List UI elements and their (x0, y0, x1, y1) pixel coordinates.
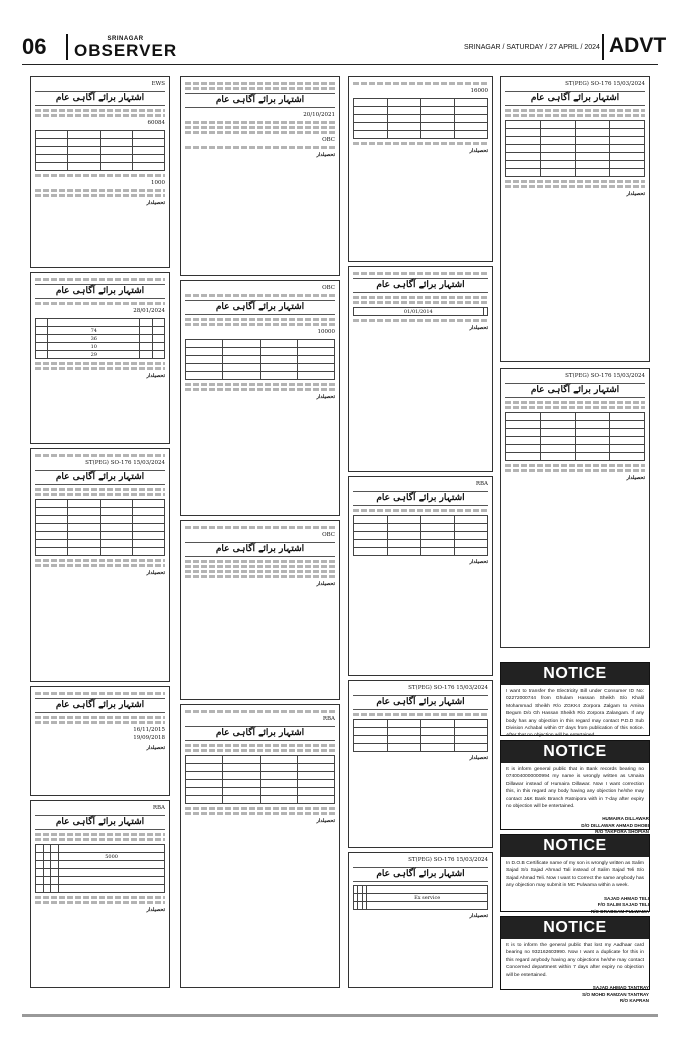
notice-box (500, 662, 650, 739)
page-number: 06 (22, 34, 47, 59)
ad-table: Ex service (353, 885, 488, 910)
classified-ad (348, 476, 493, 676)
ad-heading: اشتہار برائے آگاہی عام (185, 542, 335, 557)
ad-table (505, 120, 645, 177)
brand-city: SRINAGAR (107, 36, 144, 42)
ad-table (185, 339, 335, 380)
ad-ref: OBC (322, 137, 335, 143)
ad-table: 01/01/2014 (353, 307, 488, 316)
ad-heading: اشتہار برائے آگاہی عام (353, 278, 488, 293)
ad-ref: RBA (475, 481, 488, 487)
ad-ref: EWS (151, 81, 165, 87)
ad-heading: اشتہار برائے آگاہی عام (35, 91, 165, 106)
divider (66, 34, 68, 60)
notice-body: It is inform general public that in Bank records bearing no 0740040000000994 my name is wrongly written as Umaira Dillawar instead of Humaira Dillawar. Now I want correction this, in this regard any body having any objection he/she may contact J&K Bank Branch Ratnipora with in 7-day after expiry no objection will be entertained. (506, 767, 644, 810)
classified-ad (30, 448, 170, 682)
classified-ad (180, 280, 340, 516)
classified-ad (30, 272, 170, 444)
ad-signature: تحصیلدار (469, 148, 488, 154)
section-label: ADVT (609, 34, 667, 57)
ad-date: 28/01/2024 (133, 308, 165, 314)
ad-heading: اشتہار برائے آگاہی عام (505, 91, 645, 106)
classified-ad (500, 76, 650, 362)
notice-box (500, 740, 650, 835)
notice-body: In D.O.B Certificate name of my son is wrongly written as Salim Sajad S/o Sajad Ahmad Tali instead of Salim Sajad Teli S/o Sajad Ahmad Teli. Now I want to Correct the same anybody has any objection may submit in MC Pulwama within a week. (506, 861, 645, 889)
ad-table (505, 412, 645, 461)
classified-ad (348, 680, 493, 848)
notice-body: I want to transfer the Electricity Bill under Consumer ID No: 02272000744 from Ghulam Hassan Sheikh S/o Khalil Mohammad Sheikh R/o ZGKK4 Zorpora Zalgam to Amina Begum D/o Gh Hassan Sheikh R/o Zorpora Zalangam. If any body has any objection in this regard may contact P.D.D Sub Division Achabal within 07 days from publication of this notice. After that no objection will be entertained. (506, 689, 644, 739)
ad-heading: اشتہار برائے آگاہی عام (35, 284, 165, 299)
classified-ad (500, 368, 650, 648)
ad-signature: تحصیلدار (316, 152, 335, 158)
ad-heading: اشتہار برائے آگاہی عام (35, 698, 165, 713)
ad-table (353, 719, 488, 752)
ad-column-1 (30, 72, 170, 992)
ad-signature: تحصیلدار (626, 475, 645, 481)
ad-column-3 (348, 72, 493, 992)
ad-ref: ST(PEG) SO-176 15/03/2024 (408, 685, 488, 691)
ad-table (353, 515, 488, 556)
notice-title: NOTICE (501, 663, 649, 685)
ad-heading: اشتہار برائے آگاہی عام (353, 867, 488, 882)
ad-ref: 16000 (470, 88, 488, 94)
classified-ad (30, 800, 170, 988)
ad-ref: ST(PEG) SO-176 15/03/2024 (565, 373, 645, 379)
notice-box (500, 916, 650, 1004)
ad-table (35, 499, 165, 556)
ad-signature: تحصیلدار (626, 191, 645, 197)
ad-signature: تحصیلدار (146, 373, 165, 379)
ad-heading: اشتہار برائے آگاہی عام (353, 695, 488, 710)
ad-signature: تحصیلدار (469, 913, 488, 919)
notice-signature: SAJAD AHMAD TANTRAY S/O MOHD RAMZAN TANTRAY R/O KAPRAN (582, 985, 649, 1004)
ad-heading: اشتہار برائے آگاہی عام (185, 300, 335, 315)
ad-signature: تحصیلدار (146, 570, 165, 576)
dateline: SRINAGAR / SATURDAY / 27 APRIL / 2024 (464, 44, 600, 51)
classified-ad (348, 76, 493, 262)
ad-column-2 (180, 72, 340, 992)
ad-table: 5000 (35, 844, 165, 893)
notice-body: It is to inform the general public that lost my Aadhaar card bearing no 932162603990. Now I want a duplicate for this in this regard anybody having any objections he/she may contact Concerned department within 7 days after expiry no objection will be entertained. (506, 943, 644, 978)
ad-signature: تحصیلدار (316, 394, 335, 400)
ad-date: 19/09/2018 (133, 735, 165, 741)
ad-ref: RBA (322, 716, 335, 722)
classified-ad (180, 520, 340, 700)
ad-ref: ST(PEG) SO-176 15/03/2024 (565, 81, 645, 87)
ad-ref: OBC (322, 532, 335, 538)
ad-date: 20/10/2021 (303, 112, 335, 118)
ad-signature: تحصیلدار (316, 818, 335, 824)
classified-ad (30, 76, 170, 268)
ad-signature: تحصیلدار (146, 745, 165, 751)
classified-ad (348, 852, 493, 988)
ad-date: 16/11/2015 (133, 727, 165, 733)
notice-signature: SAJAD AHMAD TELI F/O SALIM SAJAD TELI R/O DRABGAM PULWAMA (590, 895, 649, 914)
classified-ad (30, 686, 170, 796)
ad-heading: اشتہار برائے آگاہی عام (35, 470, 165, 485)
ad-heading: اشتہار برائے آگاہی عام (353, 491, 488, 506)
ad-signature: تحصیلدار (146, 200, 165, 206)
notice-signature: HUMAIRA DILLAWAR D/O DILLAWAR AHMAD DHOBI R/O TAKPORA SHOPIAN (581, 816, 649, 835)
ad-ref: ST(PEG) SO-176 15/03/2024 (85, 460, 165, 466)
ad-ref: OBC (322, 285, 335, 291)
ad-table: 74 36 10 29 (35, 318, 165, 359)
ad-table (35, 130, 165, 171)
masthead (22, 30, 667, 65)
brand-name: OBSERVER (74, 41, 178, 60)
ad-column-4 (500, 72, 650, 1004)
ad-signature: تحصیلدار (469, 559, 488, 565)
ad-heading: اشتہار برائے آگاہی عام (35, 815, 165, 830)
ad-ref: 1000 (151, 180, 165, 186)
ad-ref: 60084 (147, 120, 165, 126)
ad-heading: اشتہار برائے آگاہی عام (505, 383, 645, 398)
brand-logo (74, 36, 177, 60)
ad-table (353, 98, 488, 139)
classified-ad (180, 76, 340, 276)
ad-table (185, 755, 335, 804)
ad-heading: اشتہار برائے آگاہی عام (185, 726, 335, 741)
ad-ref: RBA (152, 805, 165, 811)
classified-ad (180, 704, 340, 988)
divider (602, 34, 604, 60)
ad-signature: تحصیلدار (146, 907, 165, 913)
notice-box (500, 834, 650, 912)
ad-signature: تحصیلدار (469, 325, 488, 331)
notice-title: NOTICE (501, 741, 649, 763)
ad-signature: تحصیلدار (469, 755, 488, 761)
footer-rule (22, 1014, 658, 1017)
notice-title: NOTICE (501, 917, 649, 939)
ad-heading: اشتہار برائے آگاہی عام (185, 93, 335, 108)
ad-ref: ST(PEG) SO-176 15/03/2024 (408, 857, 488, 863)
ad-signature: تحصیلدار (316, 581, 335, 587)
classified-ad (348, 266, 493, 472)
ad-ref: 10000 (317, 329, 335, 335)
notice-title: NOTICE (501, 835, 649, 857)
